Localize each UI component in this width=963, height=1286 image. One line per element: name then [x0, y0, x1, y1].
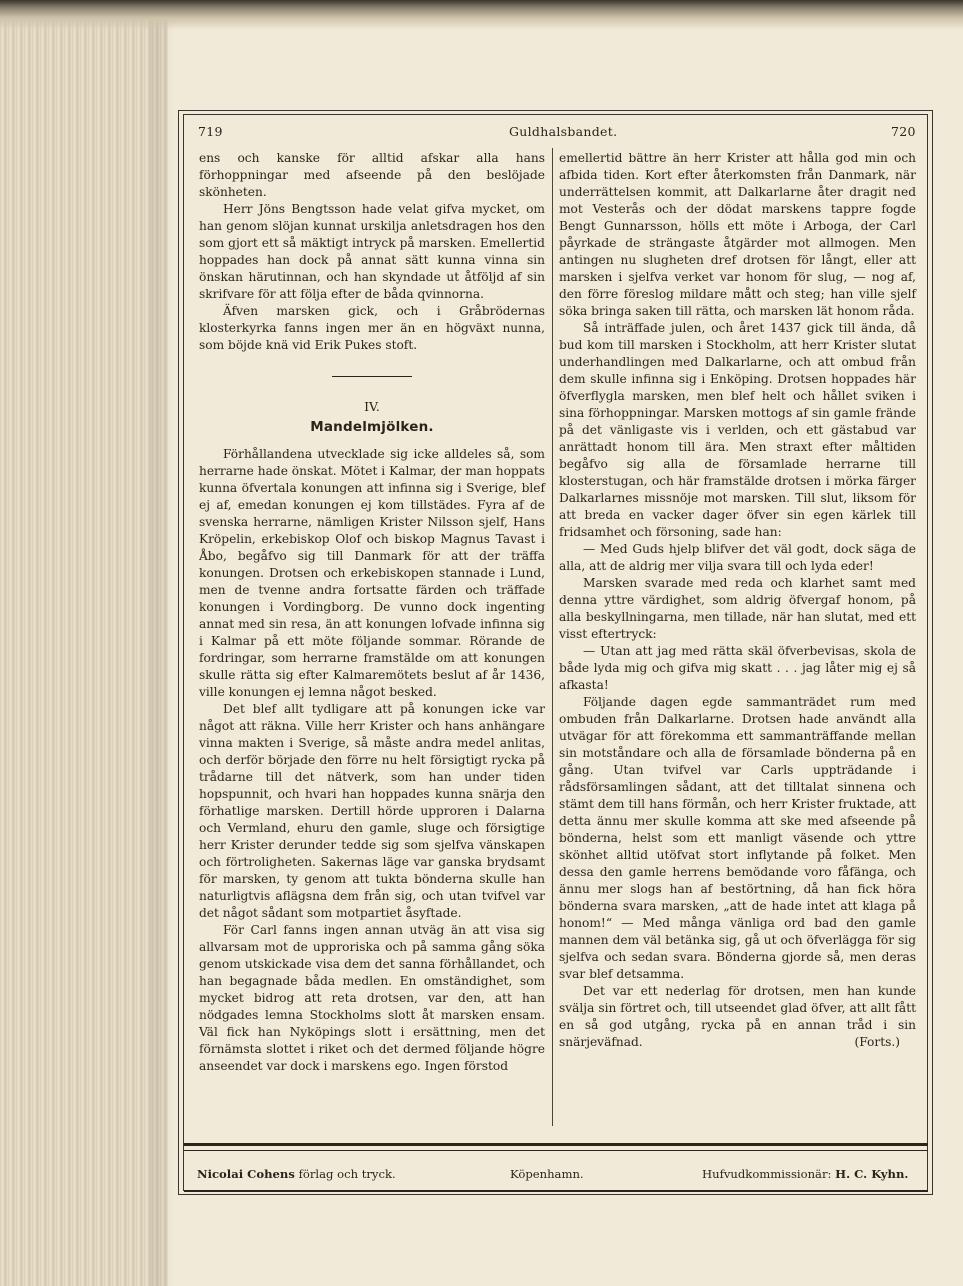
right-column — [559, 150, 916, 1051]
book-page-edges — [0, 0, 168, 1286]
paragraph: — Med Guds hjelp blifver det väl godt, dock säga de alla, att de aldrig mer vilja svara till och lyda eder! — [559, 542, 916, 573]
footer-rule-thin — [184, 1150, 928, 1151]
paragraph: För Carl fanns ingen annan utväg än att visa sig allvarsam mot de upproriska och på samma gång söka genom utskickade visa dem det sanna förhållandet, och han begagnade båda medlen. En omständighet, som mycket bidrog att reta drotsen, var den, att han nödgades lemna Stockholms slott åt marsken ensam. Väl fick han Nyköpings slott i ersättning, men det förnämsta slottet i riket och det dermed följande högre anseendet var dock i marskens ego. Ingen förstod — [199, 923, 545, 1073]
left-column — [199, 150, 545, 1075]
paragraph: Äfven marsken gick, och i Gråbrödernas klosterkyrka fanns ingen mer än en högväxt nunna, som böjde knä vid Erik Pukes stoft. — [199, 304, 545, 352]
publisher-rest: förlag och tryck. — [298, 1167, 396, 1181]
publisher-name: Nicolai Cohens — [197, 1167, 295, 1181]
paragraph: Det var ett nederlag för drotsen, men han kunde svälja sin förtret och, till utseendet glad öfver, att allt fått en så god utgång, rycka på en annan tråd i sin snärjeväfnad. — [559, 984, 916, 1049]
section-title: Mandelmjölken. — [310, 419, 434, 435]
commission-name: H. C. Kyhn. — [835, 1167, 909, 1181]
footer-rule-bottom — [184, 1190, 928, 1192]
paragraph: Så inträffade julen, och året 1437 gick till ända, då bud kom till marsken i Stockholm, att herr Krister slutat underhandlingen med Dalkarlarne, och att ombud från dem skulle infinna sig i Enköping. Drotsen hoppades här öfverflygla marsken, men blef helt och hållet sviken i sina förhoppningar. Marsken mottogs af sin gamle frände på det vänligaste vis i verlden, och ett gästabud var anrättadt honom till ära. Men straxt efter måltiden begåfvo sig alla de församlade herrarne till klosterstugan, och här framstälde drotsen i mörka färger Dalkarlarnes missnöje mot marsken. Till slut, liksom för att breda en vacker dager öfver sin egen kärlek till fridsamhet och försoning, sade han: — [559, 321, 916, 539]
paragraph: Det blef allt tydligare att på konungen icke var något att räkna. Ville herr Krister och hans anhängare vinna makten i Sverige, så måste andra medel anlitas, och derför började den förre nu helt försigtigt rycka på trådarne till det nätverk, som han under tiden hopspunnit, och hvari han hoppades kunna snärja den förhatlige marsken. Dertill hörde upproren i Dalarna och Vermland, ehuru den gamle, sluge och försigtige herr Krister derunder tedde sig som sjelfva vänskapen och förtroligheten. Sakernas läge var ganska brydsamt för marsken, ty genom att tukta bönderna skulle han naturligtvis aflägsna dem från sig, och utan tvifvel var det något sådant som motpartiet åsyftade. — [199, 702, 545, 920]
paragraph: — Utan att jag med rätta skäl öfverbevisas, skola de både lyda mig och gifva mig skatt . . . jag låter mig ej så afkasta! — [559, 644, 916, 692]
paragraph: Förhållandena utvecklade sig icke alldeles så, som herrarne hade önskat. Mötet i Kalmar, der man hoppats kunna öfvertala konungen att infinna sig i Sverige, blef ej af, emedan konungen ej kom tillstädes. Fyra af de svenska herrarne, nämligen Krister Nilsson sjelf, Hans Kröpelin, erkebiskop Olof och biskop Magnus Tavast i Åbo, begåfvo sig till Danmark för att der träffa konungen. Drotsen och erkebiskopen stannade i Lund, men de tvenne andra fortsatte färden och träffade konungen i Vordingborg. De vunno dock ingenting annat med sin resa, än att konungen lofvade infinna sig i Kalmar på ett möte följande sommar. Rörande de fordringar, som herrarne framstälde om att konungen skulle rätta sig efter Kalmaremötets beslut af år 1436, ville konungen ej lemna något besked. — [199, 447, 545, 699]
section-divider — [332, 376, 412, 377]
running-title: Guldhalsbandet. — [509, 124, 618, 139]
paragraph: emellertid bättre än herr Krister att hålla god min och afbida tiden. Kort efter återkomsten från Danmark, när underrättelsen kommit, att Dalkarlarne åter dragit ned mot Vesterås och der dödat marskens tappre fogde Bengt Gunnarsson, hölls ett möte i Arboga, der Carl påyrkade de strängaste åtgärder mot allmogen. Men antingen nu slugheten dref drotsen för långt, eller att marsken i sjelfva verket var honom för slug, — nog af, den förre föreslog mildare mått och steg; han ville sjelf söka bringa saken till rätta, och marsken lät honom råda. — [559, 151, 916, 318]
paragraph: Följande dagen egde sammanträdet rum med ombuden från Dalkarlarne. Drotsen hade användt alla utvägar för att förekomma ett sammanträffande mellan sin motståndare och alla de församlade bönderna på en gång. Utan tvifvel var Carls uppträdande i rådsförsamlingen sådant, att det tilltalat sinnena och stämt dem till hans förmån, och herr Krister fruktade, att detta ännu mer skulle komma att ske med afseende på bönderna, helst som ett manligt väsende och yttre skönhet alltid utöfvat stort inflytande på folket. Men dessa den gamle herrens bemödande voro fåfänga, och ännu mer slogs han af bestörtning, då han fick höra bönderna svara marsken, „att de hade intet att klaga på honom!“ — Med många vänliga ord bad den gamle mannen dem väl betänka sig, gå ut och öfverlägga för sig sjelfva och sedan svara. Bönderna gjorde så, men deras svar blef detsamma. — [559, 695, 916, 981]
page-number-left: 719 — [198, 124, 223, 139]
commission-agent — [702, 1167, 908, 1181]
paragraph: Herr Jöns Bengtsson hade velat gifva mycket, om han genom slöjan kunnat urskilja anletsdragen hos den som gjort ett så mäktigt intryck på marsken. Emellertid hoppades han dock på annat sätt kunna vinna sin önskan härutinnan, och han skyndade ut åtföljd af sin skrifvare för att följa efter de båda qvinnorna. — [199, 202, 545, 301]
commission-label: Hufvudkommissionär: — [702, 1167, 832, 1181]
page-number-right: 720 — [891, 124, 916, 139]
book-top-edge — [0, 0, 963, 30]
continued-note: (Forts.) — [854, 1035, 900, 1049]
paragraph: ens och kanske för alltid afskar alla hans förhoppningar med afseende på den beslöjade skönheten. — [199, 151, 545, 199]
column-divider — [552, 148, 553, 1126]
book-gutter-shadow — [150, 0, 174, 1286]
publisher-imprint — [197, 1167, 396, 1181]
section-number: IV. — [364, 399, 380, 414]
imprint-city: Köpenhamn. — [510, 1167, 584, 1181]
footer-rule-thick — [184, 1143, 928, 1146]
paragraph: Marsken svarade med reda och klarhet samt med denna yttre värdighet, som aldrig öfvergaf honom, på alla beskyllningarna, men tillade, när han slutat, med ett visst eftertryck: — [559, 576, 916, 641]
